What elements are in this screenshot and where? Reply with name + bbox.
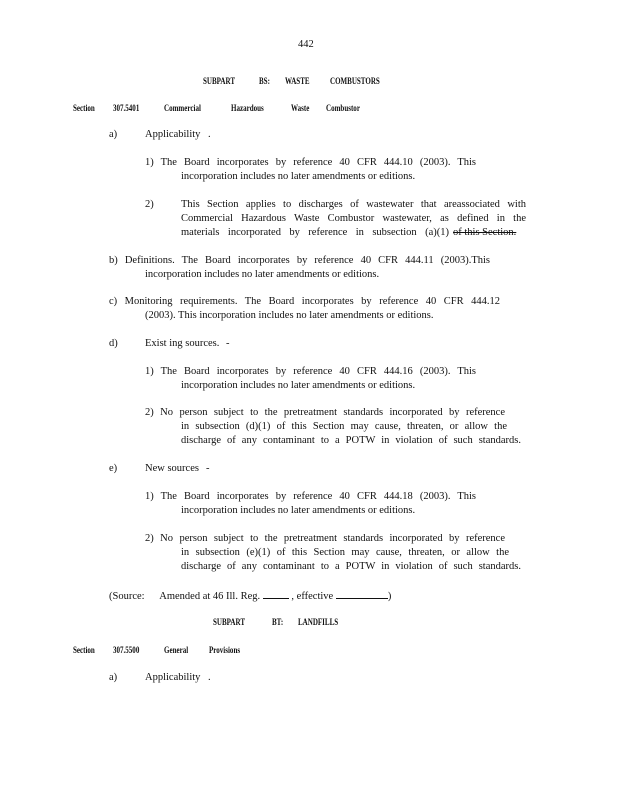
subpart-bt-label: SUBPART bbox=[213, 617, 246, 627]
a2-line-2: Commercial Hazardous Waste Combustor wastewater, as defined in the bbox=[181, 213, 526, 224]
source-open: (Source: bbox=[109, 591, 145, 602]
subsection-e-marker: e) bbox=[109, 463, 118, 474]
source-note bbox=[109, 588, 391, 604]
source-close: ) bbox=[387, 591, 392, 602]
a2-struck-text: of this Section. bbox=[453, 227, 517, 238]
d2-line-2: in subsection (d)(1) of this Section may cause, threaten, or allow the bbox=[181, 421, 507, 432]
a2-line-3: materials incorporated by reference in subsection (a)(1) bbox=[181, 227, 449, 238]
d1-line-1: 1) The Board incorporates by reference 40 CFR 444.16 (2003). This bbox=[145, 366, 476, 377]
e2-line-2: in subsection (e)(1) of this Section may cause, threaten, or allow the bbox=[181, 547, 509, 558]
e2-line-3: discharge of any contaminant to a POTW in violation of such standards. bbox=[181, 561, 521, 572]
section-5401-number: 307.5401 bbox=[113, 103, 140, 113]
d2-line-1: 2) No person subject to the pretreatment standards incorporated by reference bbox=[145, 407, 505, 418]
e1-line-1: 1) The Board incorporates by reference 40 CFR 444.18 (2003). This bbox=[145, 491, 476, 502]
c-line-2: (2003). This incorporation includes no later amendments or editions. bbox=[145, 310, 434, 321]
subsection-d-title: Exist ing sources. bbox=[145, 338, 220, 349]
subpart-bs-code: BS: bbox=[259, 76, 270, 86]
subsection-a2-marker: a) bbox=[109, 672, 118, 683]
section-5401-word-4: Combustor bbox=[326, 103, 360, 113]
subsection-a2-title: Applicability bbox=[145, 672, 201, 683]
subsection-a-marker: a) bbox=[109, 129, 118, 140]
subsection-a2-title-suffix: . bbox=[208, 672, 211, 683]
subsection-a-title-suffix: . bbox=[208, 129, 211, 140]
section-5500-word-1: General bbox=[164, 645, 189, 655]
e2-line-1: 2) No person subject to the pretreatment standards incorporated by reference bbox=[145, 533, 505, 544]
a2-marker: 2) bbox=[145, 199, 154, 210]
e1-line-2: incorporation includes no later amendments or editions. bbox=[181, 505, 416, 516]
a1-line-1: 1) The Board incorporates by reference 40 CFR 444.10 (2003). This bbox=[145, 157, 476, 168]
b-line-2: incorporation includes no later amendments or editions. bbox=[145, 269, 380, 280]
subpart-bs-word-1: WASTE bbox=[285, 76, 310, 86]
subsection-d-title-suffix: - bbox=[226, 338, 230, 349]
subpart-bs-word-2: COMBUSTORS bbox=[330, 76, 380, 86]
subpart-bt-code: BT: bbox=[272, 617, 284, 627]
section-5500-word-2: Provisions bbox=[209, 645, 241, 655]
subsection-e-title-suffix: - bbox=[206, 463, 210, 474]
page-number: 442 bbox=[298, 39, 314, 50]
a1-line-2: incorporation includes no later amendments or editions. bbox=[181, 171, 416, 182]
d1-line-2: incorporation includes no later amendments or editions. bbox=[181, 380, 416, 391]
b-line-1: b) Definitions. The Board incorporates by reference 40 CFR 444.11 (2003).This bbox=[109, 255, 490, 266]
source-reg-blank bbox=[263, 588, 289, 599]
c-line-1: c) Monitoring requirements. The Board incorporates by reference 40 CFR 444.12 bbox=[109, 296, 500, 307]
subsection-a-title: Applicability bbox=[145, 129, 201, 140]
section-5401-word-2: Hazardous bbox=[231, 103, 264, 113]
subpart-bt-word-1: LANDFILLS bbox=[298, 617, 339, 627]
source-amended: Amended at 46 Ill. Reg. bbox=[159, 591, 261, 602]
section-5500-number: 307.5500 bbox=[113, 645, 140, 655]
d2-line-3: discharge of any contaminant to a POTW in violation of such standards. bbox=[181, 435, 521, 446]
subpart-bs-label: SUBPART bbox=[203, 76, 236, 86]
section-5401-label: Section bbox=[73, 103, 95, 113]
section-5500-label: Section bbox=[73, 645, 95, 655]
section-5401-word-3: Waste bbox=[291, 103, 310, 113]
subsection-d-marker: d) bbox=[109, 338, 118, 349]
source-effective: , effective bbox=[291, 591, 334, 602]
subsection-e-title: New sources bbox=[145, 463, 199, 474]
a2-line-1: This Section applies to discharges of wastewater that areassociated with bbox=[181, 199, 526, 210]
section-5401-word-1: Commercial bbox=[164, 103, 201, 113]
source-date-blank bbox=[336, 588, 388, 599]
